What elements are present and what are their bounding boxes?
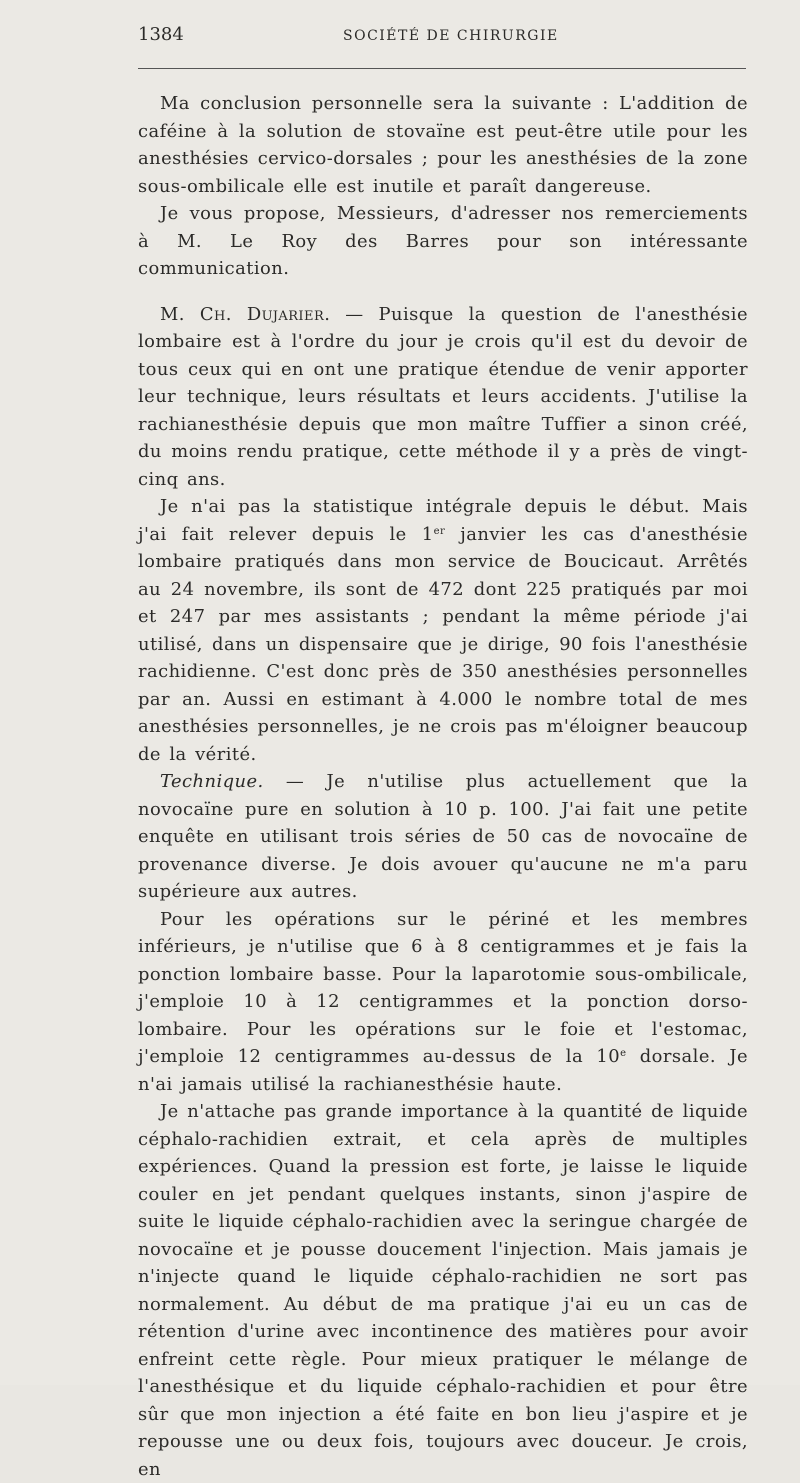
page-number: 1384 [138,24,184,45]
paragraph-thanks [138,200,748,283]
paragraph-text: Je n'ai pas la statistique intégrale depuis le début. Mais j'ai fait relever depuis le 1 [138,496,748,545]
paragraph-text: Ma conclusion personnelle sera la suivante : L'addition de caféine à la solution de stovaïne est peut-être utile pour les anesthésies cervico-dorsales ; pour les anesthésies de la zone sous-ombilicale elle est inutile et paraît dangereuse. [138,93,748,197]
paragraph-text: — Puisque la question de l'anesthésie lombaire est à l'ordre du jour je crois qu'il est du devoir de tous ceux qui en ont une pratique étendue de venir apporter leur technique, leurs résultats et leurs accidents. J'utilise la rachianesthésie depuis que mon maître Tuffier a sinon créé, du moins rendu pratique, cette méthode il y a près de vingt-cinq ans. [138,303,748,490]
paragraph-dujarier-intro [138,301,748,494]
paragraph-text: janvier les cas d'anesthésie lombaire pratiqués dans mon service de Boucicaut. Arrêtés au 24 novembre, ils sont de 472 dont 225 pratiqués par moi et 247 par mes assistants ; pendant la même période j'ai utilisé, dans un dispensaire que je dirige, 90 fois l'anesthésie rachidienne. C'est donc près de 350 anesthésies personnelles par an. Aussi en estimant à 4.000 le nombre total de mes anesthésies personnelles, je ne crois pas m'éloigner beaucoup de la vérité. [138,523,749,765]
paragraph-technique [138,768,748,906]
body-text [138,90,748,1483]
speaker-name: Ch. Dujarier. [199,303,331,325]
speaker-prefix: M. [160,303,200,325]
running-title: SOCIÉTÉ DE CHIRURGIE [343,28,559,44]
paragraph-text: — Je n'utilise plus actuellement que la novocaïne pure en solution à 10 p. 100. J'ai fait une petite enquête en utilisant trois séries de 50 cas de novocaïne de provenance diverse. Je dois avouer qu'aucune ne m'a paru supérieure aux autres. [138,771,748,902]
superscript: er [433,525,446,537]
paragraph-conclusion [138,90,748,200]
paragraph-text: Je vous propose, Messieurs, d'adresser nos remerciements à M. Le Roy des Barres pour son intéressante communication. [138,203,748,279]
paragraph-text: Pour les opérations sur le périné et les membres inférieurs, je n'utilise que 6 à 8 centigrammes et je fais la ponction lombaire basse. Pour la laparotomie sous-ombilicale, j'emploie 10 à 12 centigrammes et la ponction dorso-lombaire. Pour les opérations sur le foie et l'estomac, j'emploie 12 centigrammes au-dessus de la 10 [138,908,748,1067]
paragraph-statistics [138,493,748,768]
superscript: e [620,1048,627,1059]
running-head [138,24,746,46]
paragraph-text: dorsale. Je n'ai jamais utilisé la rachianesthésie haute. [138,1046,748,1095]
paragraph-liquid [138,1098,748,1483]
paragraph-dosage [138,906,748,1099]
section-lead: Technique. [160,771,264,792]
header-rule [138,68,746,69]
paragraph-text: Je n'attache pas grande importance à la quantité de liquide céphalo-rachidien extrait, et cela après de multiples expériences. Quand la pression est forte, je laisse le liquide couler en jet pendant quelques instants, sinon j'aspire de suite le liquide céphalo-rachidien avec la seringue chargée de novocaïne et je pousse doucement l'injection. Mais jamais je n'injecte quand le liquide céphalo-rachidien ne sort pas normalement. Au début de ma pratique j'ai eu un cas de rétention d'urine avec incontinence des matières pour avoir enfreint cette règle. Pour mieux pratiquer le mélange de l'anesthésique et du liquide céphalo-rachidien et pour être sûr que mon injection a été faite en bon lieu j'aspire et je repousse une ou deux fois, toujours avec douceur. Je crois, en [138,1101,748,1480]
